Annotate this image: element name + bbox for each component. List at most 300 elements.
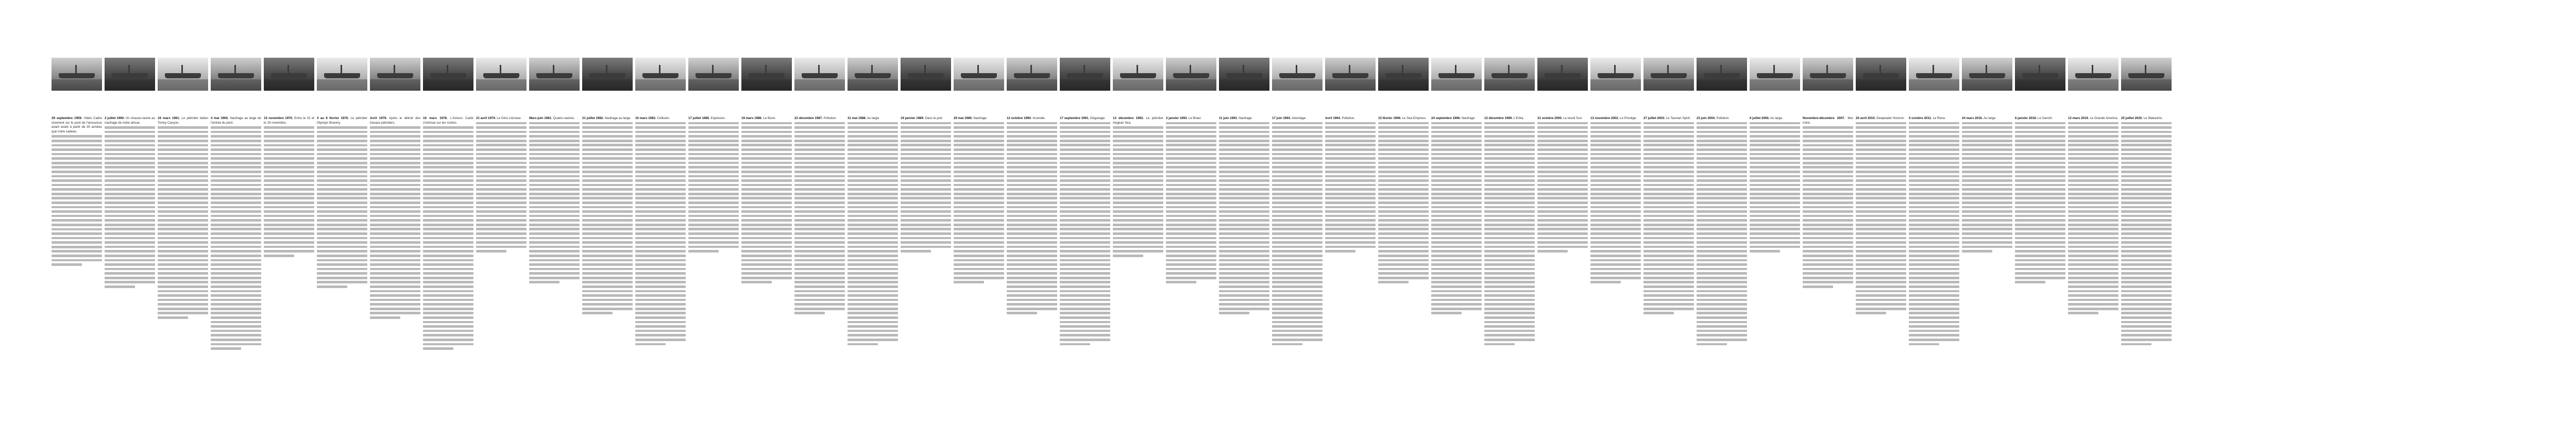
text-line — [1803, 157, 1853, 160]
text-line — [1590, 241, 1641, 244]
text-line — [1750, 237, 1800, 240]
text-line — [794, 210, 845, 213]
text-line — [582, 140, 633, 142]
text-line — [1378, 268, 1429, 271]
text-line — [1803, 175, 1853, 178]
text-line — [1803, 237, 1853, 240]
text-line — [1484, 277, 1535, 279]
text-line — [1007, 122, 1057, 125]
text-line — [529, 162, 580, 164]
text-line — [741, 184, 792, 187]
caption-body: Au large. — [867, 116, 880, 120]
text-line — [2121, 312, 2172, 314]
text-line — [1060, 259, 1110, 262]
text-line — [582, 232, 633, 235]
text-line — [2015, 193, 2065, 195]
ship-photo — [954, 58, 1004, 91]
text-line — [317, 197, 367, 199]
text-line — [370, 171, 420, 173]
text-line — [1803, 131, 1853, 133]
text-line — [1431, 162, 1482, 164]
text-line — [1590, 281, 1621, 283]
text-line — [954, 232, 1004, 235]
text-line — [1856, 126, 1906, 129]
text-line — [1590, 215, 1641, 217]
text-line — [1219, 140, 1269, 142]
text-line — [317, 277, 367, 279]
caption-body: Pollution. — [823, 116, 837, 120]
text-line — [1856, 299, 1906, 301]
text-line — [1007, 232, 1057, 235]
text-line — [211, 224, 261, 226]
text-line — [1060, 131, 1110, 133]
text-line — [158, 232, 208, 235]
text-line — [1643, 171, 1694, 173]
text-line — [1909, 255, 1959, 257]
text-line — [741, 255, 792, 257]
text-line — [635, 193, 686, 195]
text-line — [370, 259, 420, 262]
text-line — [1378, 144, 1429, 146]
text-line — [1962, 157, 2012, 160]
text-line — [688, 166, 739, 169]
text-line — [1484, 268, 1535, 271]
text-line — [211, 246, 261, 248]
text-line — [423, 316, 473, 319]
text-line — [2068, 201, 2119, 204]
text-line — [1803, 246, 1853, 248]
caption-column — [954, 58, 1004, 388]
text-line — [1484, 210, 1535, 213]
text-line — [1643, 224, 1694, 226]
text-line — [1113, 179, 1163, 182]
text-line — [1007, 197, 1057, 199]
text-line — [1909, 171, 1959, 173]
text-line — [1113, 241, 1163, 244]
text-line — [264, 241, 314, 244]
ship-photo — [794, 58, 845, 91]
text-line — [317, 157, 367, 160]
text-line — [1219, 210, 1269, 213]
text-line — [794, 232, 845, 235]
text-line — [158, 171, 208, 173]
text-line — [1007, 135, 1057, 138]
caption-text — [1325, 116, 1376, 121]
text-line — [1272, 135, 1323, 138]
text-line — [1007, 126, 1057, 129]
text-line — [1962, 188, 2012, 191]
text-line — [1272, 179, 1323, 182]
text-line — [848, 285, 898, 288]
text-line — [794, 188, 845, 191]
text-line — [317, 259, 367, 262]
text-line — [1962, 184, 2012, 187]
text-line — [848, 263, 898, 266]
caption-text — [529, 116, 580, 121]
text-line — [582, 201, 633, 204]
text-line — [901, 241, 951, 244]
text-line — [848, 197, 898, 199]
text-line — [1750, 206, 1800, 209]
text-line — [1643, 193, 1694, 195]
text-line — [1431, 272, 1482, 275]
text-line — [1060, 197, 1110, 199]
text-line — [105, 184, 155, 187]
text-line — [848, 268, 898, 271]
text-line — [848, 272, 898, 275]
caption-date: Novembre-décembre 2007. — [1803, 116, 1845, 120]
text-line — [1537, 197, 1588, 199]
text-line — [1856, 193, 1906, 195]
ship-photo — [423, 58, 473, 91]
text-line — [529, 277, 580, 279]
text-line — [582, 250, 633, 252]
text-line — [1643, 272, 1694, 275]
text-line — [2068, 153, 2119, 156]
text-line — [423, 140, 473, 142]
text-line — [1272, 246, 1323, 248]
text-line — [317, 175, 367, 178]
text-line — [1113, 162, 1163, 164]
text-line — [582, 237, 633, 240]
text-line — [317, 224, 367, 226]
text-line — [1325, 153, 1376, 156]
ship-photo — [2121, 58, 2172, 91]
text-line — [1697, 308, 1747, 310]
text-line — [2068, 277, 2119, 279]
text-line — [211, 232, 261, 235]
text-line — [1378, 140, 1429, 142]
text-line — [1219, 281, 1269, 283]
text-line — [1590, 272, 1641, 275]
text-line — [1909, 166, 1959, 169]
text-line — [2068, 308, 2119, 310]
text-line — [1643, 148, 1694, 151]
text-line — [794, 294, 845, 297]
text-line — [1219, 268, 1269, 271]
text-line — [529, 197, 580, 199]
text-line — [794, 290, 845, 293]
text-line — [476, 162, 527, 164]
text-line — [1007, 285, 1057, 288]
text-line — [1909, 259, 1959, 262]
text-line — [1431, 259, 1482, 262]
text-line — [423, 224, 473, 226]
text-line — [1697, 241, 1747, 244]
text-line — [317, 210, 367, 213]
caption-text — [317, 116, 367, 125]
text-line — [1272, 184, 1323, 187]
caption-text — [158, 116, 208, 125]
text-line — [1856, 171, 1906, 173]
ship-photo — [1007, 58, 1057, 91]
text-line — [1484, 157, 1535, 160]
text-line — [954, 277, 1004, 279]
text-line — [158, 285, 208, 288]
text-line — [635, 140, 686, 142]
ship-photo — [741, 58, 792, 91]
text-line — [901, 224, 951, 226]
text-line — [1007, 294, 1057, 297]
text-line — [105, 148, 155, 151]
text-line — [1219, 206, 1269, 209]
caption-column — [1325, 58, 1376, 388]
caption-date: 16 mars 1978. — [423, 116, 448, 120]
caption-column — [1166, 58, 1216, 388]
text-line — [1166, 224, 1216, 226]
text-line — [1643, 232, 1694, 235]
text-line — [1007, 299, 1057, 301]
text-line — [476, 219, 527, 222]
text-line — [1060, 188, 1110, 191]
text-line — [423, 131, 473, 133]
text-line — [1060, 325, 1110, 328]
text-line — [1219, 171, 1269, 173]
text-line — [1750, 215, 1800, 217]
text-line — [529, 140, 580, 142]
text-line — [423, 250, 473, 252]
text-line — [1431, 250, 1482, 252]
text-line — [1060, 277, 1110, 279]
text-line — [529, 188, 580, 191]
text-line — [1325, 201, 1376, 204]
text-line — [1219, 259, 1269, 262]
text-line — [848, 148, 898, 151]
ship-photo — [476, 58, 527, 91]
text-line — [529, 237, 580, 240]
caption-body: Le Sea Empress. — [1402, 116, 1427, 120]
text-line — [1272, 294, 1323, 297]
text-line — [1697, 206, 1747, 209]
text-line — [1166, 175, 1216, 178]
text-line — [211, 140, 261, 142]
text-line — [1272, 153, 1323, 156]
caption-text — [1803, 116, 1853, 125]
text-line — [901, 166, 951, 169]
caption-text — [1272, 116, 1323, 121]
text-line — [264, 197, 314, 199]
text-line — [1484, 241, 1535, 244]
text-line — [476, 228, 527, 230]
text-line — [317, 162, 367, 164]
text-line — [317, 285, 347, 288]
text-line — [848, 193, 898, 195]
text-line — [105, 228, 155, 230]
text-line — [1803, 228, 1853, 230]
text-line — [370, 250, 420, 252]
ship-photo — [1962, 58, 2012, 91]
ship-photo — [635, 58, 686, 91]
text-line — [2015, 241, 2065, 244]
text-line — [211, 290, 261, 293]
text-line — [1856, 162, 1906, 164]
text-line — [1856, 197, 1906, 199]
text-line — [1643, 210, 1694, 213]
caption-body: Pollution. — [1716, 116, 1730, 120]
ship-photo — [317, 58, 367, 91]
text-line — [2068, 215, 2119, 217]
text-line — [1803, 126, 1853, 129]
text-line — [848, 277, 898, 279]
text-line — [1750, 126, 1800, 129]
text-line — [476, 210, 527, 213]
text-line — [317, 201, 367, 204]
text-line — [1590, 162, 1641, 164]
caption-text-block — [2015, 122, 2065, 284]
text-line — [1113, 228, 1163, 230]
text-line — [1431, 193, 1482, 195]
text-line — [105, 131, 155, 133]
text-line — [848, 184, 898, 187]
text-line — [582, 184, 633, 187]
text-line — [1166, 193, 1216, 195]
text-line — [954, 131, 1004, 133]
text-line — [423, 188, 473, 191]
caption-body: Le Prestige. — [1620, 116, 1637, 120]
text-line — [1962, 131, 2012, 133]
text-line — [1697, 281, 1747, 283]
text-line — [211, 188, 261, 191]
text-line — [105, 237, 155, 240]
text-line — [1325, 241, 1376, 244]
text-line — [2015, 157, 2065, 160]
text-line — [1325, 157, 1376, 160]
text-line — [1378, 171, 1429, 173]
text-line — [1590, 157, 1641, 160]
text-line — [635, 246, 686, 248]
text-line — [52, 201, 102, 204]
text-line — [635, 330, 686, 332]
text-line — [954, 126, 1004, 129]
text-line — [2068, 281, 2119, 283]
text-line — [688, 224, 739, 226]
caption-body: Le Braer. — [1189, 116, 1202, 120]
text-line — [954, 140, 1004, 142]
text-line — [1272, 201, 1323, 204]
text-line — [1378, 184, 1429, 187]
text-line — [52, 237, 102, 240]
text-line — [635, 308, 686, 310]
text-line — [52, 210, 102, 213]
text-line — [1272, 166, 1323, 169]
text-line — [317, 215, 367, 217]
text-line — [1378, 210, 1429, 213]
text-line — [1007, 148, 1057, 151]
text-line — [1856, 303, 1906, 306]
text-line — [1219, 201, 1269, 204]
text-line — [1272, 237, 1323, 240]
text-line — [1060, 237, 1110, 240]
caption-date: 31 octobre 2000. — [1537, 116, 1563, 120]
text-line — [2121, 157, 2172, 160]
text-line — [582, 206, 633, 209]
text-line — [794, 131, 845, 133]
text-line — [794, 122, 845, 125]
text-line — [582, 281, 633, 283]
text-line — [1697, 215, 1747, 217]
text-line — [1113, 135, 1163, 138]
text-line — [529, 175, 580, 178]
text-line — [848, 259, 898, 262]
text-line — [476, 197, 527, 199]
text-line — [1007, 272, 1057, 275]
caption-date: 17 septembre 1991. — [1060, 116, 1090, 120]
text-line — [688, 219, 739, 222]
text-line — [1856, 122, 1906, 125]
text-line — [1166, 215, 1216, 217]
text-line — [423, 290, 473, 293]
text-line — [1378, 241, 1429, 244]
text-line — [1272, 277, 1323, 279]
caption-text-block — [317, 126, 367, 288]
text-line — [476, 241, 527, 244]
caption-column — [1537, 58, 1588, 388]
text-line — [264, 224, 314, 226]
text-line — [1325, 224, 1376, 226]
text-line — [1166, 162, 1216, 164]
text-line — [1166, 250, 1216, 252]
text-line — [158, 193, 208, 195]
text-line — [688, 241, 739, 244]
text-line — [1219, 285, 1269, 288]
text-line — [1697, 224, 1747, 226]
text-line — [1113, 201, 1163, 204]
ship-photo — [1060, 58, 1110, 91]
text-line — [1643, 140, 1694, 142]
caption-text — [1750, 116, 1800, 121]
text-line — [2121, 281, 2172, 283]
text-line — [264, 126, 314, 129]
text-line — [1378, 281, 1409, 283]
text-line — [1750, 224, 1800, 226]
text-line — [1325, 166, 1376, 169]
text-line — [741, 122, 792, 125]
text-line — [1697, 277, 1747, 279]
text-line — [1750, 179, 1800, 182]
text-line — [1272, 308, 1323, 310]
text-line — [1856, 259, 1906, 262]
text-line — [1007, 312, 1037, 314]
text-line — [1537, 210, 1588, 213]
text-line — [1484, 193, 1535, 195]
text-line — [1750, 188, 1800, 191]
text-line — [1378, 166, 1429, 169]
text-line — [1484, 140, 1535, 142]
text-line — [211, 281, 261, 283]
text-line — [2068, 241, 2119, 244]
text-line — [635, 210, 686, 213]
caption-text — [954, 116, 1004, 121]
text-line — [635, 294, 686, 297]
text-line — [1803, 232, 1853, 235]
text-line — [1325, 179, 1376, 182]
text-line — [1697, 144, 1747, 146]
text-line — [423, 228, 473, 230]
ship-photo — [370, 58, 420, 91]
caption-date: 15 février 1996. — [1378, 116, 1401, 120]
text-line — [1590, 179, 1641, 182]
text-line — [211, 166, 261, 169]
text-line — [688, 175, 739, 178]
text-line — [370, 241, 420, 244]
text-line — [1803, 272, 1853, 275]
text-line — [423, 171, 473, 173]
text-line — [1431, 268, 1482, 271]
text-line — [1909, 325, 1959, 328]
text-line — [1378, 237, 1429, 240]
text-line — [2015, 175, 2065, 178]
text-line — [1219, 299, 1269, 301]
